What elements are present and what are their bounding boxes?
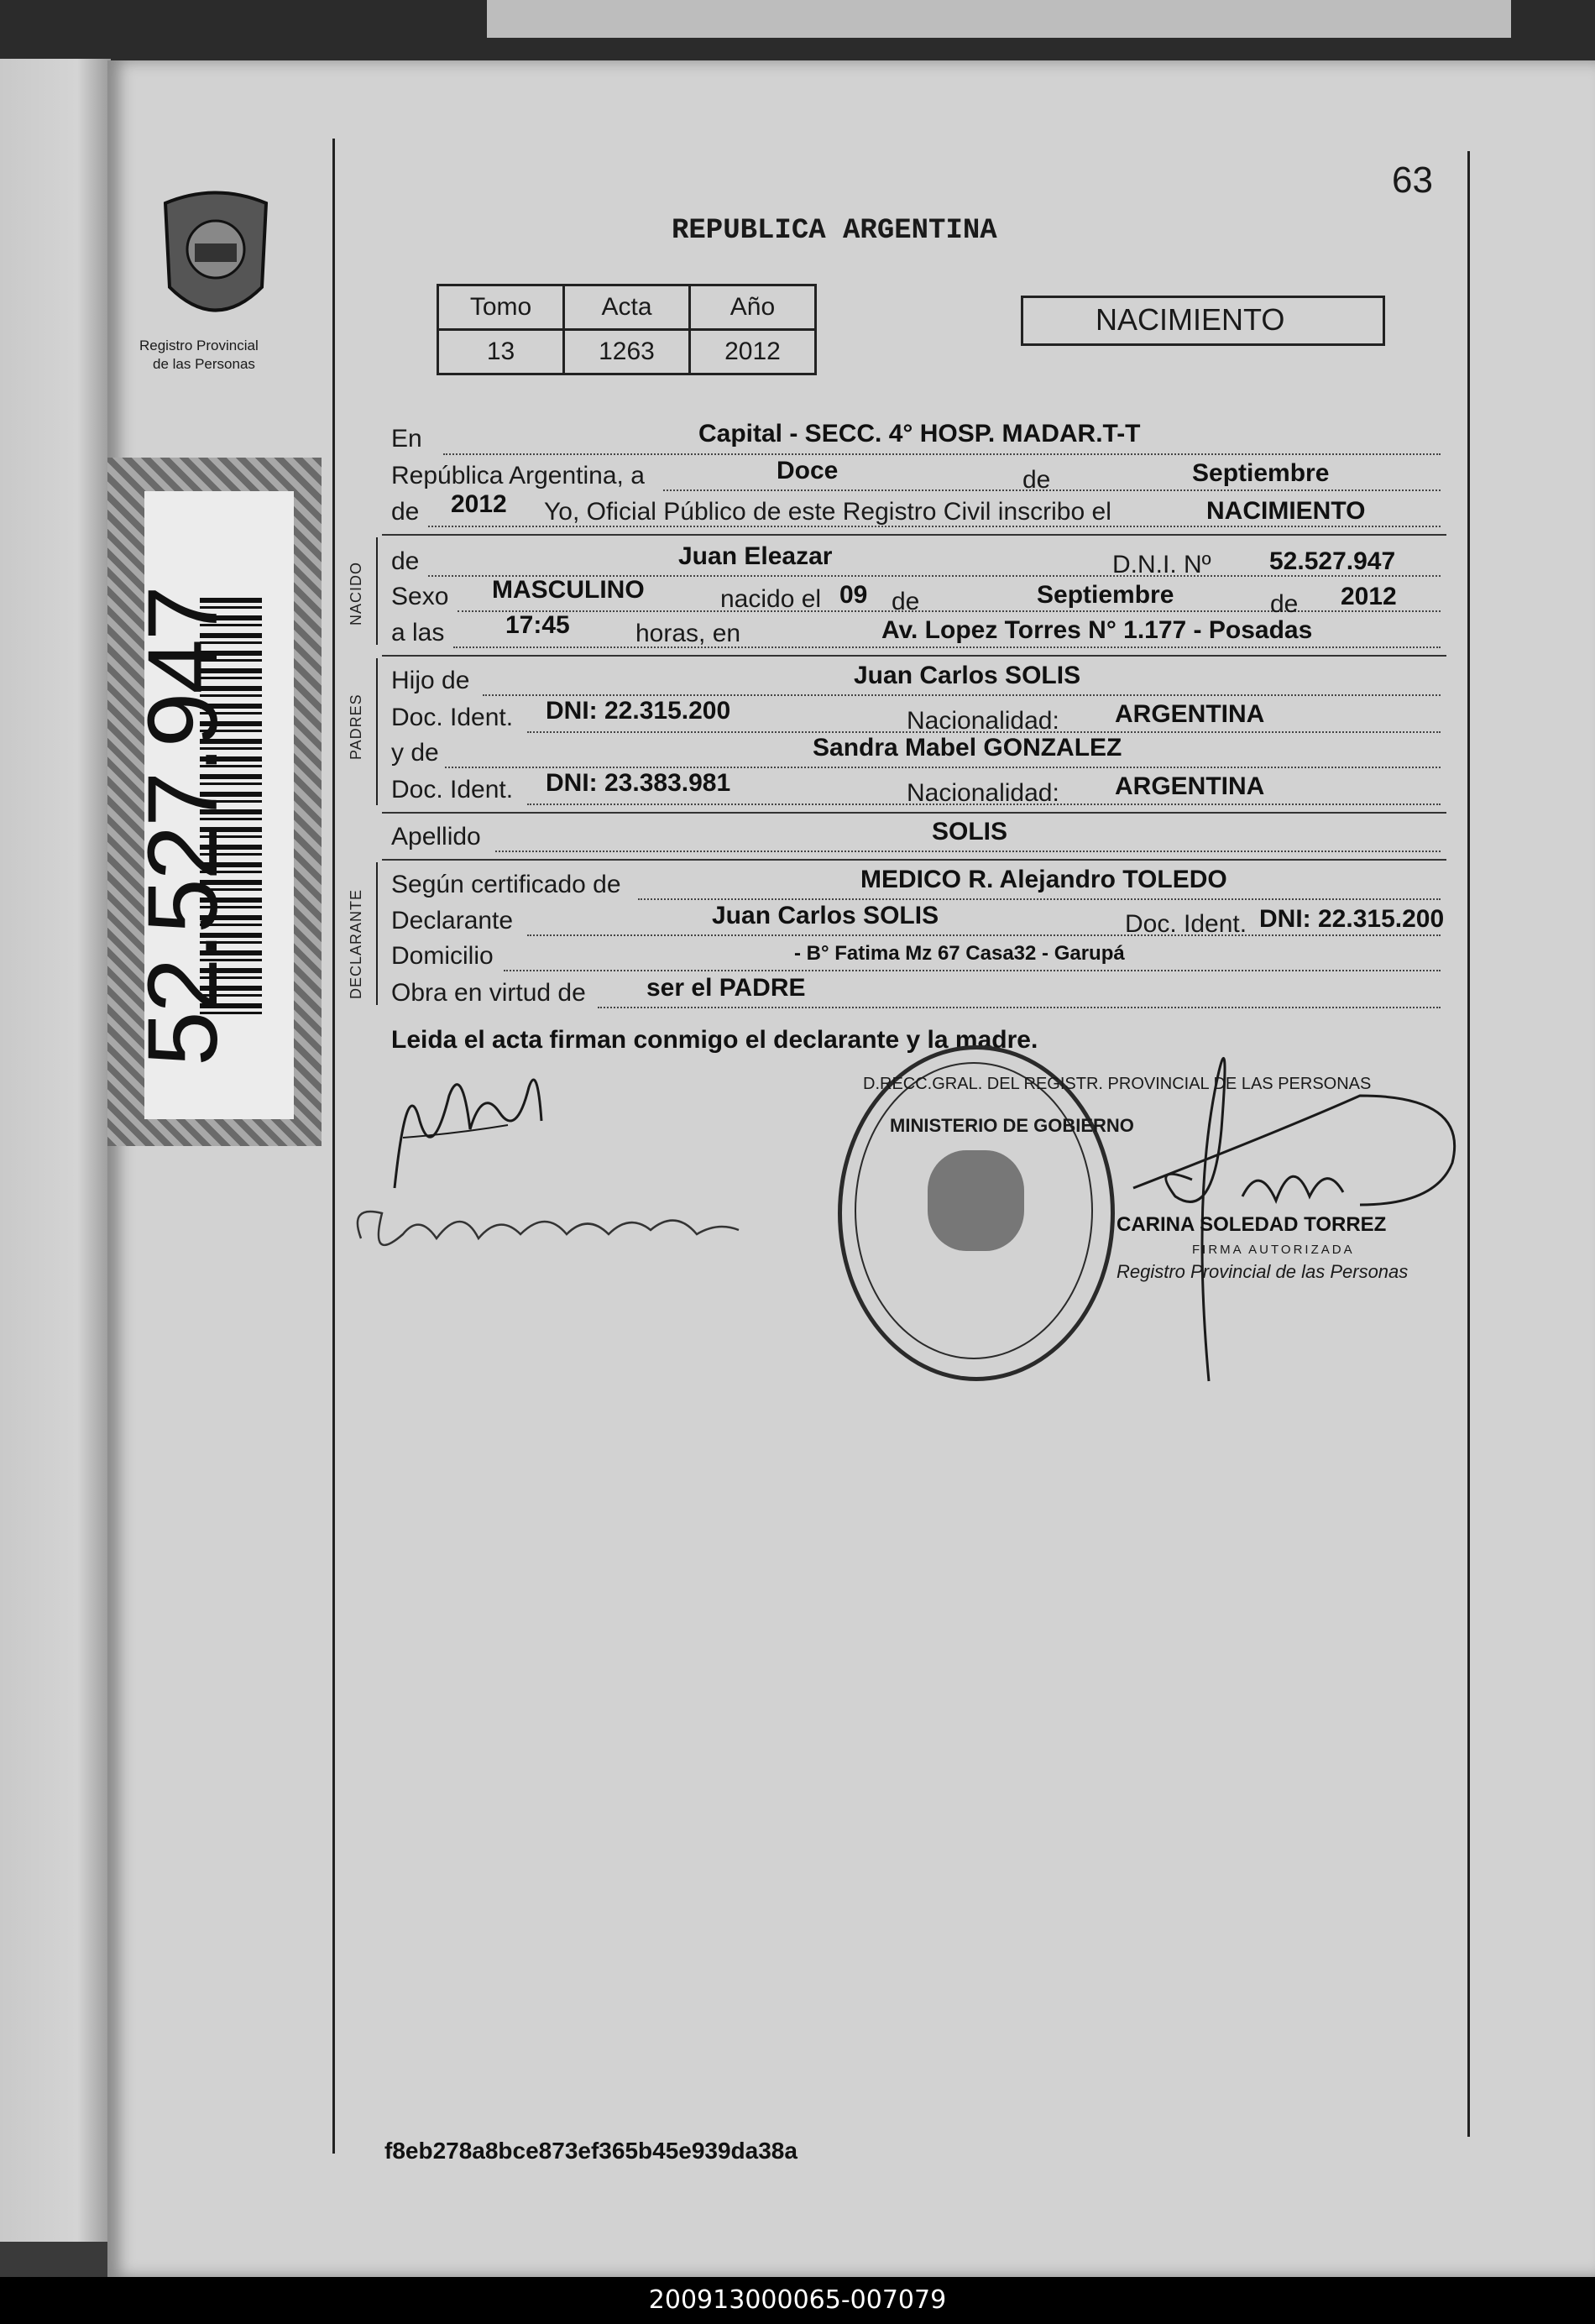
horas-label: horas, en bbox=[635, 620, 741, 647]
madre-doc: DNI: 23.383.981 bbox=[546, 769, 731, 797]
de2-label: de bbox=[391, 498, 420, 526]
acta-value: 1263 bbox=[564, 330, 690, 374]
birth-year: 2012 bbox=[1341, 583, 1397, 610]
declarante-section-label: DECLARANTE bbox=[348, 888, 364, 999]
de-label-2: de bbox=[892, 588, 920, 615]
divider-nacido bbox=[382, 655, 1446, 657]
barcode-number: 52.527.947 bbox=[128, 587, 238, 1066]
top-edge bbox=[0, 0, 1595, 60]
tomo-header: Tomo bbox=[438, 285, 564, 330]
de-label-3: de bbox=[1270, 590, 1299, 618]
divider-padres bbox=[382, 812, 1446, 814]
officer-role: FIRMA AUTORIZADA bbox=[1192, 1243, 1355, 1257]
officer-name: CARINA SOLEDAD TORREZ bbox=[1116, 1213, 1387, 1236]
top-page-edge bbox=[487, 0, 1511, 38]
divider-apellido bbox=[382, 859, 1446, 861]
padre-nacionalidad: ARGENTINA bbox=[1115, 700, 1265, 728]
divider-intro bbox=[382, 534, 1446, 536]
birth-month: Septiembre bbox=[1037, 581, 1174, 609]
nacido-name: Juan Eleazar bbox=[678, 542, 833, 570]
image-id-bar bbox=[0, 2277, 1595, 2324]
doc-label: Doc. Ident. bbox=[391, 704, 514, 731]
anio-value: 2012 bbox=[690, 330, 816, 374]
inscribo-value: NACIMIENTO bbox=[1206, 497, 1366, 525]
madre-nacionalidad: ARGENTINA bbox=[1115, 772, 1265, 800]
document-hash: f8eb278a8bce873ef365b45e939da38a bbox=[384, 2138, 798, 2164]
left-margin-line bbox=[332, 139, 335, 2154]
birth-time: 17:45 bbox=[505, 611, 570, 639]
closing-statement: Leida el acta firman conmigo el declarante y la madre. bbox=[391, 1026, 1038, 1054]
dni-label: D.N.I. Nº bbox=[1112, 551, 1211, 578]
en-line bbox=[443, 453, 1441, 455]
declarante-label: Declarante bbox=[391, 907, 514, 934]
left-page-edge bbox=[0, 59, 111, 2242]
cert-value: MEDICO R. Alejandro TOLEDO bbox=[860, 866, 1227, 893]
padre-doc: DNI: 22.315.200 bbox=[546, 697, 731, 725]
nacido-dni: 52.527.947 bbox=[1269, 547, 1396, 575]
nacionalidad-label-2: Nacionalidad: bbox=[907, 779, 1059, 807]
officer-org: Registro Provincial de las Personas bbox=[1116, 1261, 1409, 1282]
nacionalidad-label: Nacionalidad: bbox=[907, 707, 1059, 735]
birth-day: 09 bbox=[839, 581, 868, 609]
nacido-section-label: NACIDO bbox=[348, 561, 364, 625]
apellido-label: Apellido bbox=[391, 823, 481, 851]
padres-section-label: PADRES bbox=[348, 694, 364, 760]
image-id: 200913000065-007079 bbox=[648, 2285, 947, 2315]
yde-label: y de bbox=[391, 739, 439, 767]
seal-ring-text: D.RECC.GRAL. DEL REGISTR. PROVINCIAL DE LAS PERSONAS bbox=[863, 1075, 1372, 1093]
sexo-label: Sexo bbox=[391, 583, 449, 610]
logo-caption-2: de las Personas bbox=[153, 356, 255, 372]
record-table bbox=[437, 284, 817, 375]
declarante-doc: DNI: 22.315.200 bbox=[1259, 905, 1445, 933]
nacido-bracket bbox=[376, 537, 378, 645]
birth-place: Av. Lopez Torres N° 1.177 - Posadas bbox=[881, 616, 1313, 644]
seal-emblem bbox=[928, 1150, 1024, 1251]
declarante-bracket bbox=[376, 862, 378, 1005]
domicilio-line bbox=[504, 970, 1441, 971]
alas-label: a las bbox=[391, 619, 445, 646]
year-value: 2012 bbox=[451, 490, 507, 518]
doc-label-3: Doc. Ident. bbox=[1125, 910, 1247, 938]
tomo-value: 13 bbox=[438, 330, 564, 374]
en-value: Capital - SECC. 4° HOSP. MADAR.T-T bbox=[698, 420, 1141, 448]
record-type: NACIMIENTO bbox=[1096, 302, 1285, 337]
padre-name: Juan Carlos SOLIS bbox=[854, 662, 1081, 689]
domicilio-label: Domicilio bbox=[391, 942, 494, 970]
logo-caption-1: Registro Provincial bbox=[139, 338, 259, 353]
madre-line bbox=[445, 767, 1441, 768]
declarante-signature bbox=[382, 1054, 600, 1201]
apellido-line bbox=[495, 851, 1441, 852]
padre-line bbox=[483, 694, 1441, 696]
seal-inner-text: MINISTERIO DE GOBIERNO bbox=[890, 1115, 1134, 1136]
anio-header: Año bbox=[690, 285, 816, 330]
doc-label-2: Doc. Ident. bbox=[391, 776, 514, 803]
padres-bracket bbox=[376, 658, 378, 805]
declarante-line bbox=[527, 934, 1441, 936]
fecha-line bbox=[663, 489, 1441, 491]
acta-header: Acta bbox=[564, 285, 690, 330]
obra-value: ser el PADRE bbox=[646, 974, 806, 1002]
nacido-el-label: nacido el bbox=[720, 585, 822, 613]
declarante-name: Juan Carlos SOLIS bbox=[712, 902, 939, 929]
republica-label: República Argentina, a bbox=[391, 462, 645, 489]
domicilio-value: - B° Fatima Mz 67 Casa32 - Garupá bbox=[794, 942, 1125, 965]
obra-line bbox=[598, 1007, 1441, 1008]
sexo-value: MASCULINO bbox=[492, 576, 645, 604]
page-number: 63 bbox=[1392, 160, 1433, 201]
day-value: Doce bbox=[777, 457, 839, 484]
en-label: En bbox=[391, 425, 422, 453]
madre-signature bbox=[344, 1188, 756, 1280]
cert-label: Según certificado de bbox=[391, 871, 621, 898]
oficial-label: Yo, Oficial Público de este Registro Civil inscribo el bbox=[544, 498, 1111, 526]
obra-label: Obra en virtud de bbox=[391, 979, 586, 1007]
apellido-value: SOLIS bbox=[932, 818, 1008, 845]
hora-line bbox=[453, 646, 1441, 648]
madre-name: Sandra Mabel GONZALEZ bbox=[813, 734, 1122, 762]
de-label: de bbox=[1022, 466, 1051, 494]
nacido-de-label: de bbox=[391, 547, 420, 575]
page-title: REPUBLICA ARGENTINA bbox=[672, 215, 997, 247]
officer-signature bbox=[1116, 1029, 1469, 1390]
province-logo bbox=[153, 186, 279, 333]
hijo-label: Hijo de bbox=[391, 667, 470, 694]
cert-line bbox=[638, 898, 1441, 900]
month-value: Septiembre bbox=[1192, 459, 1330, 487]
